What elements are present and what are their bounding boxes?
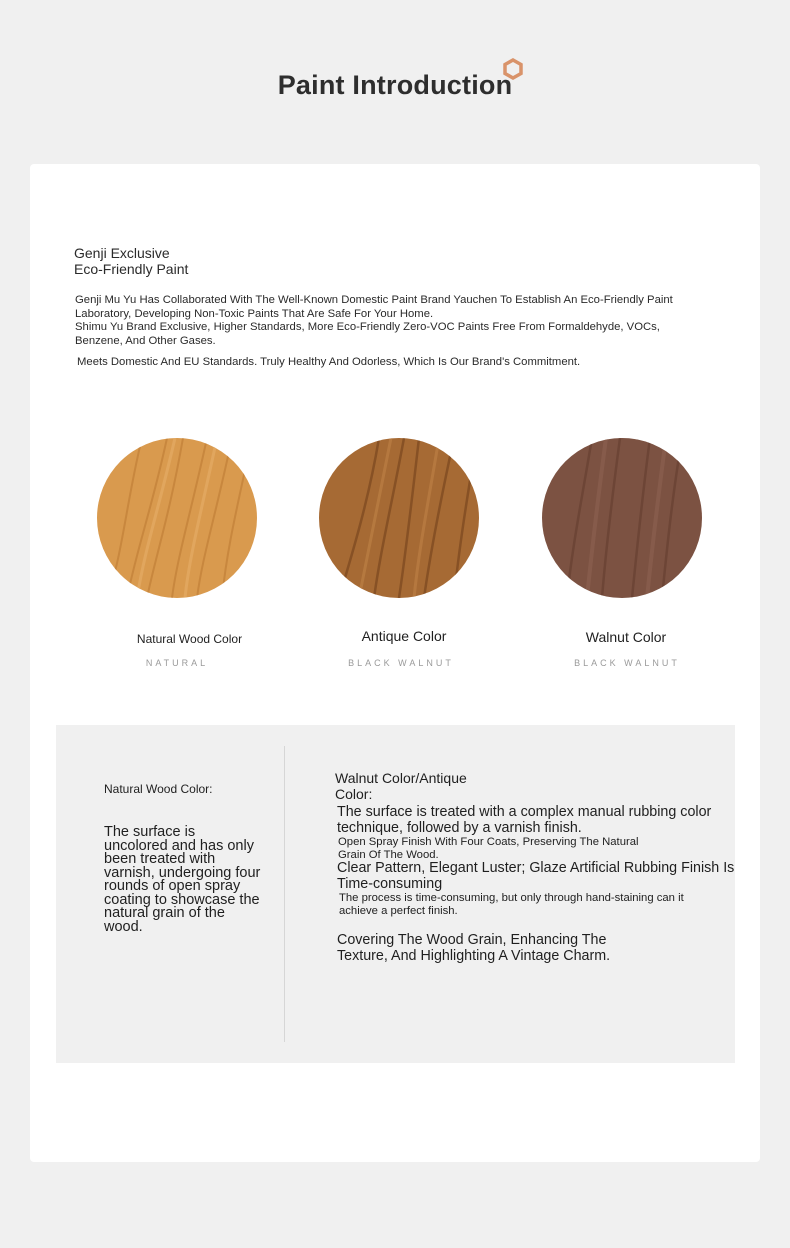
intro-paragraph-1: Genji Mu Yu Has Collaborated With The Well-Known Domestic Paint Brand Yauchen To Establish An Eco-Friendly Paint Laboratory, Developing Non-Toxic Paints That Are Safe For Your Home. [75,294,673,320]
swatch-2-sub: BLACK WALNUT [348,658,454,668]
natural-finish-heading: Natural Wood Color: [104,782,213,796]
swatch-1-name: Natural Wood Color [136,632,243,646]
content-card [30,164,760,1162]
walnut-finish-text-4: The process is time-consuming, but only through hand-staining can it achieve a perfect finish. [339,892,684,917]
walnut-finish-text-5: Covering The Wood Grain, Enhancing The Texture, And Highlighting A Vintage Charm. [337,932,611,964]
hexagon-icon [502,58,524,80]
swatch-3-sub: BLACK WALNUT [574,658,680,668]
antique-color-swatch [319,438,479,598]
walnut-finish-text-3: Clear Pattern, Elegant Luster; Glaze Artificial Rubbing Finish Is Time-consuming [337,860,735,892]
intro-text [75,294,675,370]
walnut-antique-heading: Walnut Color/Antique Color: [335,770,467,802]
swatch-1-sub: NATURAL [145,658,209,668]
finish-details-panel [56,725,735,1063]
walnut-color-swatch [542,438,702,598]
walnut-finish-text-2: Open Spray Finish With Four Coats, Preserving The Natural Grain Of The Wood. [338,836,639,861]
intro-paragraph-3: Meets Domestic And EU Standards. Truly Healthy And Odorless, Which Is Our Brand's Commitment. [77,356,581,368]
panel-divider [284,746,285,1042]
natural-wood-swatch [97,438,257,598]
swatch-2-name: Antique Color [361,628,447,644]
intro-subtitle [74,245,188,277]
swatch-3-name: Walnut Color [585,629,667,645]
subtitle-line-2: Eco-Friendly Paint [74,261,189,277]
intro-paragraph-2: Shimu Yu Brand Exclusive, Higher Standards, More Eco-Friendly Zero-VOC Paints Free From Formaldehyde, VOCs, Benzene, And Other Gases. [75,321,660,347]
natural-finish-text: The surface is uncolored and has only been treated with varnish, undergoing four rounds of open spray coating to showcase the natural grain of the wood. [104,824,261,935]
subtitle-line-1: Genji Exclusive [74,245,170,261]
page-title: Paint Introduction [277,70,513,100]
walnut-finish-text-1: The surface is treated with a complex manual rubbing color technique, followed by a varnish finish. [337,804,712,836]
